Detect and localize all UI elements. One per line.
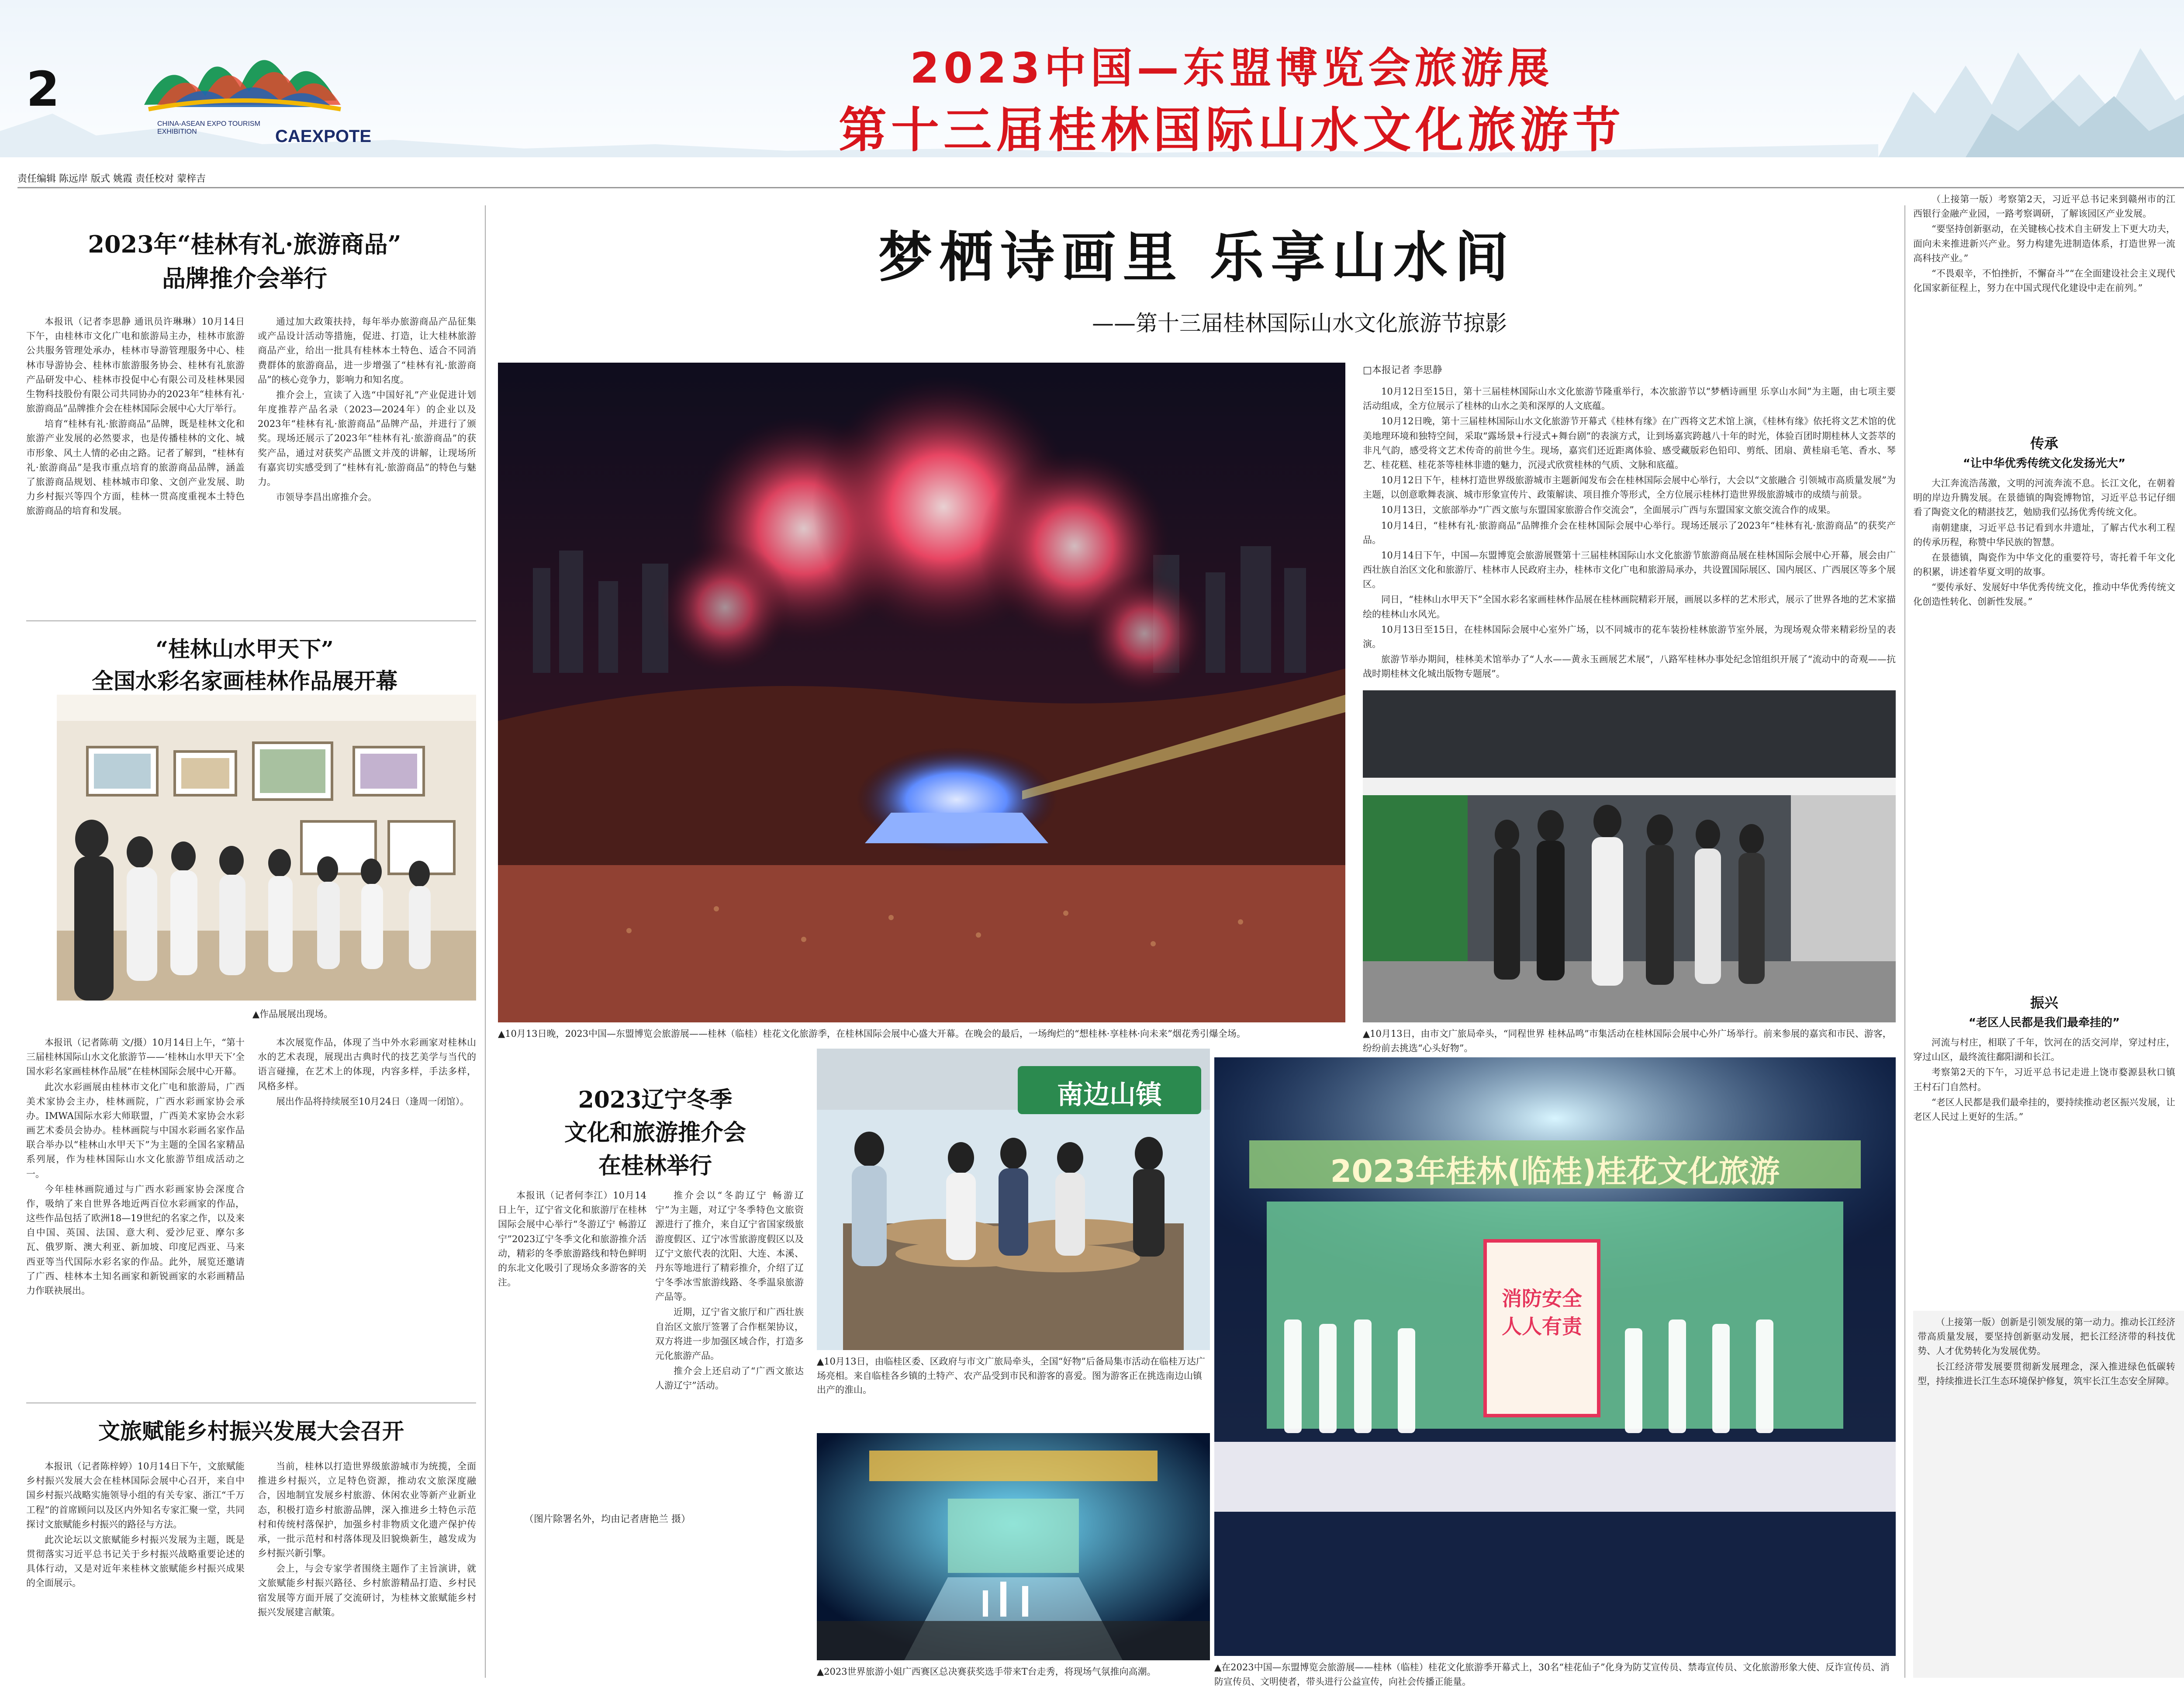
page-number-left: 2 (26, 61, 60, 117)
section1-sub: “让中华优秀传统文化发扬光大” (1963, 457, 2126, 470)
gallery-photo (57, 695, 476, 1001)
article3-paragraph: 会上，与会专家学者围绕主题作了主旨演讲，就文旅赋能乡村振兴路径、乡村旅游精品打造、乡村民宿发展等方面开展了交流研讨，为桂林文旅赋能乡村振兴发展建言献策。 (258, 1563, 476, 1617)
article4-body-col1 (498, 1188, 646, 1486)
article2-title (26, 634, 463, 697)
article1-paragraph: 市领导李昌出席推介会。 (276, 492, 377, 503)
gallery-scene-image (57, 695, 476, 1001)
article4-title-line3: 在桂林举行 (598, 1152, 712, 1179)
article1-title-line2: 品牌推介会举行 (162, 264, 327, 293)
stage-caption: ▲在2023中国—东盟博览会旅游展——桂林（临桂）桂花文化旅游季开幕式上，30名“桂花仙子”化身为防艾宣传员、禁毒宣传员、文化旅游形象大使、反诈宣传员、消防宣传员、文明使者，带头进行公益宣传，向社会传播正能量。 (1214, 1662, 1890, 1687)
header-rule (17, 187, 2184, 188)
logo-mountains-icon (131, 26, 358, 114)
gallery-caption: ▲作品展展出现场。 (252, 1009, 333, 1019)
article1-paragraph: 通过加大政策扶持，每年举办旅游商品产品征集或产品设计活动等措施，促进、打造，让大桂林旅游商品产业，给出一批具有桂林本土特色、适合不同消费群体的旅游商品，进一步增强了“桂林有礼·旅游商品”的核心竞争力，影响力和知名度。 (258, 316, 476, 385)
column-divider (485, 205, 486, 1678)
section2-body (1913, 1035, 2175, 1306)
feature-subtitle: ——第十三届桂林国际山水文化旅游节掠影 (1092, 311, 1507, 336)
right-paragraph: （上接第一版）考察第2天，习近平总书记来到赣州市的江西银行金融产业园，一路考察调研，了解该园区产业发展。 (1913, 194, 2175, 219)
right-paragraph: “要坚持创新驱动，在关键核心技术自主研发上下更大功夫，面向未来推进新兴产业。努力构建先进制造体系，打造世界一流高科技产业。” (1913, 224, 2175, 263)
logo-text: CAEXPOTE (275, 127, 372, 146)
article2-title-line2: 全国水彩名家画桂林作品展开幕 (92, 668, 397, 694)
article4-body-col2 (655, 1188, 804, 1486)
section2-head: 振兴 (2030, 994, 2058, 1011)
photo-note: （图片除署名外，均由记者唐艳兰 摄） (524, 1514, 691, 1525)
feature-paragraph: 10月13日至15日，在桂林国际会展中心室外广场，以不同城市的花车装扮桂林旅游节室外展，为现场观众带来精彩纷呈的表演。 (1363, 624, 1896, 649)
article4-title-line1: 2023辽宁冬季 (578, 1087, 733, 1113)
continuation-col1 (1918, 1315, 2175, 1673)
fireworks-night-scene-image (498, 363, 1345, 1022)
article2-paragraph: 本次展览作品，体现了当中外水彩画家对桂林山水的艺术表现，展现出古典时代的技艺美学与当代的语言碰撞，在艺术上的体现，内容多样，手法多样，风格多样。 (258, 1037, 476, 1091)
section2-sub: “老区人民都是我们最牵挂的” (1968, 1016, 2120, 1029)
caexpote-logo (131, 26, 372, 153)
editor-credits: 责任编辑 陈远岸 版式 姚霞 责任校对 蒙梓吉 (17, 173, 206, 184)
right-paragraph: 大江奔流浩荡激，文明的河流奔流不息。长江文化，在朝着明的岸边升腾发展。在景德镇的陶瓷博物馆，习近平总书记仔细看了陶瓷文化的精湛技艺，勉励我们弘扬优秀传统文化。 (1913, 478, 2175, 518)
right-paragraph: 在景德镇，陶瓷作为中华文化的重要符号，寄托着千年文化的积累，讲述着华夏文明的故事。 (1913, 552, 2175, 578)
pageant-photo (817, 1433, 1210, 1660)
article2-paragraph: 此次水彩画展由桂林市文化广电和旅游局，广西美术家协会主办，桂林画院，广西水彩画家协会承办。IMWA国际水彩大师联盟，广西美术家协会水彩画艺术委员会协办。桂林画院与中国水彩画名家作品联合举办以“桂林山水甲天下”为主题的全国名家精品系列展，作为桂林国际山水文化旅游节组成活动之一。 (26, 1081, 245, 1179)
article4-paragraph: 近期，辽宁省文旅厅和广西壮族自治区文旅厅签署了合作框架协议，双方将进一步加强区域合作，打造多元化旅游产品。 (655, 1307, 804, 1361)
article3-body-col1 (26, 1459, 245, 1678)
right-intro-col1 (1913, 192, 2175, 402)
section1-body (1913, 476, 2175, 979)
fireworks-photo (498, 363, 1345, 1022)
feature-paragraph: 10月14日下午，中国—东盟博览会旅游展暨第十三届桂林国际山水文化旅游节旅游商品展在桂林国际会展中心开幕，展会由广西壮族自治区文化和旅游厅、桂林市人民政府主办，桂林市文化广电和旅游局承办，共设置国际展区、国内展区、广西展区等多个展区。 (1363, 550, 1896, 590)
article1-body-col2 (258, 315, 476, 612)
feature-paragraph: 旅游节举办期间，桂林美术馆举办了“人水——黄永玉画展艺术展”，八路军桂林办事处纪念馆组织开展了“流动中的奇观——抗战时期桂林文化城出版物专题展”。 (1363, 654, 1896, 679)
fair-caption: ▲10月13日，由市文广旅局牵头，“同程世界 桂林品鸣”市集活动在桂林国际会展中心外广场举行。前来参展的嘉宾和市民、游客，纷纷前去挑选“心头好物”。 (1363, 1029, 1892, 1053)
right-paragraph: “不畏艰辛，不怕挫折，不懈奋斗”“在全面建设社会主义现代化国家新征程上，努力在中国式现代化建设中走在前列。” (1913, 268, 2175, 294)
article3-body-col2 (258, 1459, 476, 1678)
logo-subtext: CHINA-ASEAN EXPO TOURISM EXHIBITION (157, 120, 260, 135)
article1-paragraph: 本报讯（记者李思静 通讯员许琳琳）10月14日下午，由桂林市文化广电和旅游局主办，桂林市旅游公共服务管理处承办，桂林市导游管理服务中心、桂林市导游协会、桂林市旅游服务协会、桂林有礼旅游产品研发中心、桂林市投促中心有限公司及桂林果园生物科技股份有限公司共同协办的2023年“桂林有礼·旅游商品”品牌推介会在桂林国际会展中心大厅举行。 (26, 316, 245, 414)
pageant-caption: ▲2023世界旅游小姐广西赛区总决赛获奖选手带来T台走秀，将现场气氛推向高潮。 (817, 1666, 1156, 1677)
right-paragraph: 考察第2天的下午，习近平总书记走进上饶市婺源县秋口镇王村石门自然村。 (1913, 1067, 2175, 1092)
article4-title-line2: 文化和旅游推介会 (564, 1119, 746, 1146)
section1-head: 传承 (2030, 435, 2058, 452)
market-sign: 南边山镇 (1057, 1080, 1162, 1110)
masthead-banner (0, 0, 2184, 157)
page-title-line2: 第十三届桂林国际山水文化旅游节 (839, 102, 1625, 157)
stage-banner-text: 2023年桂林(临桂)桂花文化旅游 (1330, 1153, 1780, 1189)
article2-body-col1 (26, 1035, 245, 1394)
article3-paragraph: 本报讯（记者陈梓婷）10月14日下午，文旅赋能乡村振兴发展大会在桂林国际会展中心召开，来自中国乡村振兴战略实施领导小组的有关专家、浙江“千万工程”的首席顾问以及区内外知名专家汇聚一堂，共同探讨文旅赋能乡村振兴的路径与方法。 (26, 1461, 245, 1530)
article1-title-line1: 2023年“桂林有礼·旅游商品” (88, 230, 401, 258)
article4-paragraph: 推介会上还启动了“广西文旅达人游辽宁”活动。 (655, 1366, 804, 1391)
fair-photo (1363, 690, 1896, 1022)
feature-paragraph: 10月12日下午，桂林打造世界级旅游城市主题新闻发布会在桂林国际会展中心举行，大会以“文旅融合 引领城市高质量发展”为主题，以创意歌舞表演、城市形象宣传片、政策解读、项目推介等形式，全方位展示桂林打造世界级旅游城市的成绩与前景。 (1363, 475, 1896, 500)
fair-crowd-image (1363, 690, 1896, 1022)
article4-paragraph: 推介会以“冬韵辽宁 畅游辽宁”为主题，对辽宁冬季特色文旅资源进行了推介，来自辽宁省国家级旅游度假区、辽宁冰雪旅游度假区以及辽宁文旅代表的沈阳、大连、本溪、丹东等地进行了精彩推介，介绍了辽宁冬季冰雪旅游线路、冬季温泉旅游产品等。 (655, 1190, 804, 1302)
stage-screen-text: 消防安全 人人有责 (1502, 1287, 1582, 1339)
market-caption: ▲10月13日，由临桂区委、区政府与市文广旅局牵头，全国“好物”后备局集市活动在临桂万达广场亮相。来自临桂各乡镇的土特产、农产品受到市民和游客的喜爱。图为游客正在挑选南边山镇出产的淮山。 (817, 1356, 1206, 1396)
article4-title (498, 1084, 812, 1182)
feature-paragraph: 10月14日，“桂林有礼·旅游商品”品牌推介会在桂林国际会展中心举行。现场还展示了2023年“桂林有礼·旅游商品”的获奖产品。 (1363, 520, 1896, 545)
article3-title: 文旅赋能乡村振兴发展大会召开 (98, 1418, 404, 1444)
article3-paragraph: 此次论坛以文旅赋能乡村振兴发展为主题，既是贯彻落实习近平总书记关于乡村振兴战略重要论述的具体行动，又是对近年来桂林文旅赋能乡村振兴成果的全面展示。 (26, 1534, 245, 1589)
article1-paragraph: 培育“桂林有礼·旅游商品”品牌，既是桂林文化和旅游产业发展的必然要求，也是传播桂林的文化、城市形象、风土人情的必由之路。记者了解到，“桂林有礼·旅游商品”是我市重点培育的旅游商品品牌，涵盖了旅游商品规划、桂林城市印象、文创产业发展、助力乡村振兴等四个方面，桂林一贯高度重视本土特色旅游商品的培育和发展。 (26, 419, 245, 516)
article2-paragraph: 本报讯（记者陈萌 文/摄）10月14日上午，“第十三届桂林国际山水文化旅游节——‘桂林山水甲天下’全国水彩名家画桂林作品展”在桂林国际会展中心开幕。 (26, 1037, 245, 1077)
article2-title-line1: “桂林山水甲天下” (156, 636, 334, 662)
stage-photo (1214, 1057, 1896, 1656)
right-paragraph: “老区人民都是我们最牵挂的，要持续推动老区振兴发展，让老区人民过上更好的生活。” (1913, 1097, 2175, 1122)
feature-body (1363, 384, 1896, 690)
article2-body-col2 (258, 1035, 476, 1394)
feature-paragraph: 10月12日晚，第十三届桂林国际山水文化旅游节开幕式《桂林有缘》在广西将文艺术馆上演，《桂林有缘》依托将文艺术馆的优美地理环境和独特空间，采取“露场景+行浸式+舞台剧”的表演方式，让到场嘉宾跨越八十年的时光，体验百团时期桂林人文荟萃的非凡气韵，感受将文艺术传奇的前世今生。现场，嘉宾们还近距离体验、感受藏版彩色铅印、剪纸、团扇、黄桂扇毛笔、香水、琴艺、桂花糕、桂花茶等桂林非遗的魅力，沉浸式欣赏桂林的气质、文脉和底蕴。 (1363, 416, 1896, 470)
article2-paragraph: 今年桂林画院通过与广西水彩画家协会深度合作，吸纳了来自世界各地近两百位水彩画家的作品，这些作品包括了欧洲18—19世纪的名家之作，以及来自中国、英国、法国、意大利、爱沙尼亚、摩尔多瓦、俄罗斯、澳大利亚、新加坡、印度尼西亚、马来西亚等当代国际水彩名家的作品。此外，展览还邀请了广西、桂林本土知名画家和新锐画家的水彩画精品力作联袂展出。 (26, 1184, 245, 1296)
right-paragraph: 南朝建康，习近平总书记看到水井遗址，了解古代水利工程的传承历程，称赞中华民族的智慧。 (1913, 522, 2175, 547)
feature-paragraph: 10月13日，文旅部举办“广西文旅与东盟国家旅游合作交流会”，全面展示广西与东盟国家文旅交流合作的成果。 (1381, 505, 1836, 516)
feature-paragraph: 同日，“桂林山水甲天下”全国水彩名家画桂林作品展在桂林画院精彩开展，画展以多样的艺术形式，展示了世界各地的艺术家描绘的桂林山水风光。 (1363, 594, 1896, 620)
article2-paragraph: 展出作品将持续展至10月24日（逢周一闭馆）。 (276, 1096, 469, 1107)
page-title-line1: 2023中国—东盟博览会旅游展 (910, 44, 1554, 93)
article1-body-col1 (26, 315, 245, 612)
article1-paragraph: 推介会上，宣读了入选“中国好礼”产业促进计划年度推荐产品名录（2023—2024年）的企业以及2023年“桂林有礼·旅游商品”品牌产品，并进行了颁奖。现场还展示了2023年“桂林有礼·旅游商品”的获奖产品，通过对获奖产品匮文并茂的讲解，让现场所有嘉宾切实感受到了“桂林有礼·旅游商品”的特色与魅力。 (258, 389, 476, 487)
right-paragraph: （上接第一版）创新是引领发展的第一动力。推动长江经济带高质量发展，要坚持创新驱动发展，把长江经济带的科技优势、人才优势转化为发展优势。 (1918, 1317, 2175, 1357)
feature-paragraph: 10月12日至15日，第十三届桂林国际山水文化旅游节隆重举行，本次旅游节以“梦栖诗画里 乐享山水间”为主题，由七项主要活动组成，全方位展示了桂林的山水之美和深厚的人文底蕴。 (1363, 386, 1896, 412)
fireworks-caption: ▲10月13日晚，2023中国—东盟博览会旅游展——桂林（临桂）桂花文化旅游季，在桂林国际会展中心盛大开幕。在晚会的最后，一场绚烂的“想桂林·享桂林·向未来”烟花秀引爆全场。 (498, 1029, 1246, 1039)
feature-title: 梦栖诗画里 乐享山水间 (878, 226, 1516, 289)
feature-byline: □本报记者 李思静 (1363, 365, 1442, 376)
market-photo (817, 1049, 1210, 1350)
right-paragraph: 河流与村庄，相联了千年，饮河在的活交河岸，穿过村庄，穿过山区，最终流往鄱阳湖和长江。 (1913, 1037, 2175, 1063)
divider (26, 620, 476, 621)
right-paragraph: “要传承好、发展好中华优秀传统文化，推动中华优秀传统文化创造性转化、创新性发展。” (1913, 582, 2175, 607)
article4-paragraph: 本报讯（记者何李江）10月14日上午，辽宁省文化和旅游厅在桂林国际会展中心举行“冬游辽宁 畅游辽宁”2023辽宁冬季文化和旅游推介活动，精彩的冬季旅游路线和特色鲜明的东北文化吸引了现场众多游客的关注。 (498, 1190, 646, 1288)
article1-title (26, 227, 463, 296)
column-divider (1904, 205, 1905, 1678)
article3-paragraph: 当前，桂林以打造世界级旅游城市为统揽，全面推进乡村振兴，立足特色资源，推动农文旅深度融合，因地制宜发展乡村旅游、休闲农业等新产业新业态，积极打造乡村旅游品牌，深入推进乡土特色示范村和传统村落保护，加强乡村非物质文化遗产保护传承，一批示范村和村落体现及旧貌焕新生，越发成为乡村振兴新引擎。 (258, 1461, 476, 1559)
right-paragraph: 长江经济带发展要贯彻新发展理念，深入推进绿色低碳转型，持续推进长江生态环境保护修复，筑牢长江生态安全屏障。 (1918, 1361, 2175, 1386)
runway-show-image (817, 1433, 1210, 1660)
